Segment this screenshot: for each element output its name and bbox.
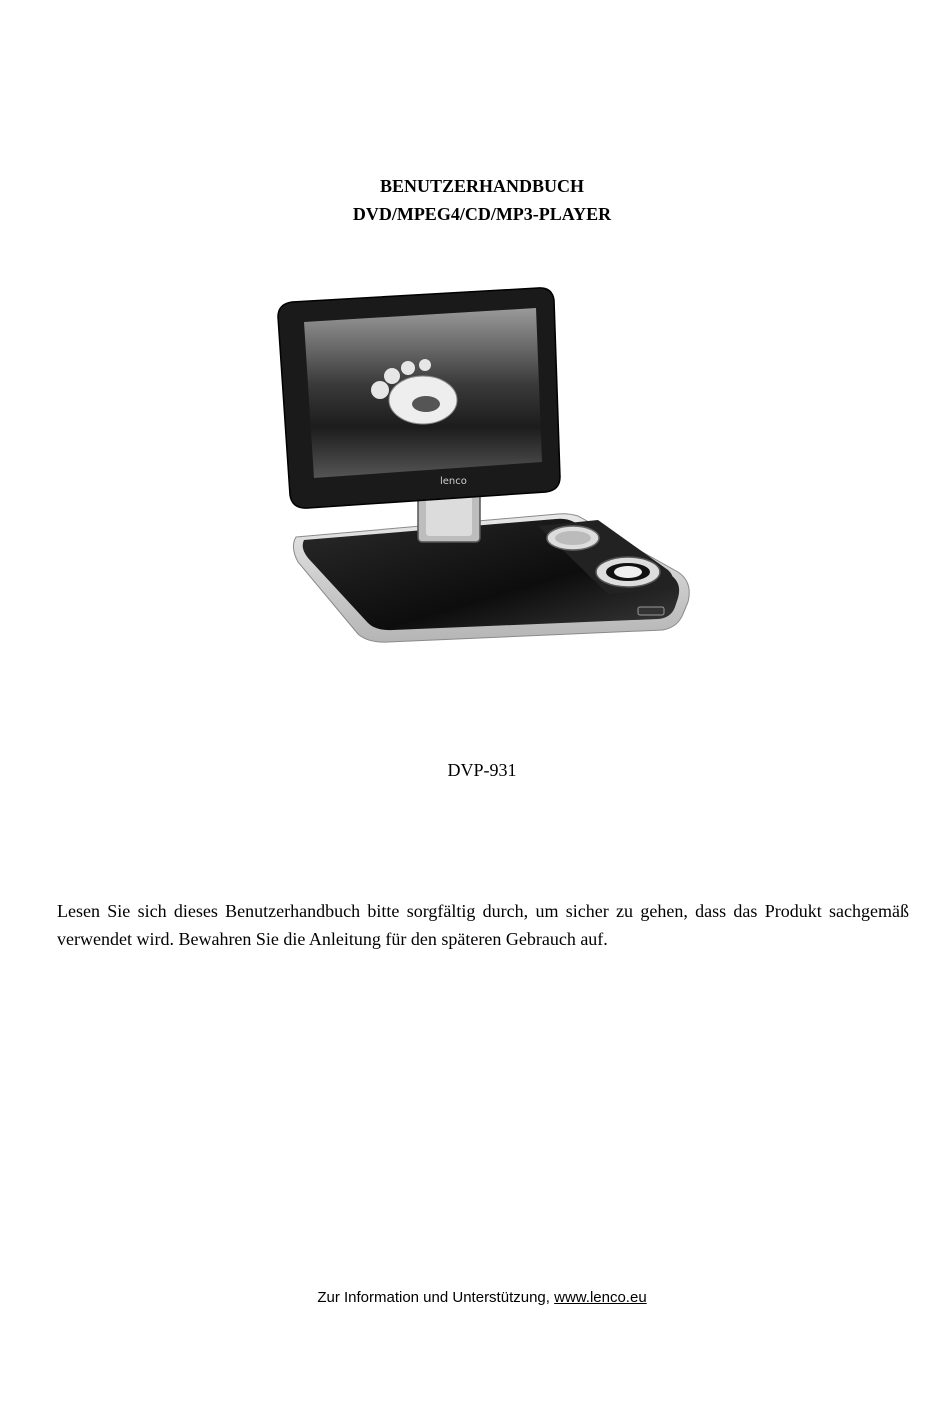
intro-paragraph: Lesen Sie sich dieses Benutzerhandbuch bitte sorgfältig durch, um sicher zu gehen, dass das Produkt sachgemäß verwendet wird. Bewahren Sie die Anleitung für den späteren Gebrauch auf. — [57, 901, 909, 949]
title-block — [0, 172, 950, 228]
support-text: Zur Information und Unterstützung, — [317, 1289, 555, 1306]
manual-title: BENUTZERHANDBUCH — [379, 176, 585, 196]
model-number: DVP-931 — [447, 760, 517, 780]
brand-label: lenco — [440, 476, 467, 487]
website-link[interactable]: www.lenco.eu — [554, 1289, 647, 1306]
device-type-title: DVD/MPEG4/CD/MP3-PLAYER — [352, 204, 612, 224]
portable-dvd-player-icon — [268, 282, 698, 652]
model-number-row — [0, 760, 950, 781]
support-footer — [0, 1289, 950, 1306]
